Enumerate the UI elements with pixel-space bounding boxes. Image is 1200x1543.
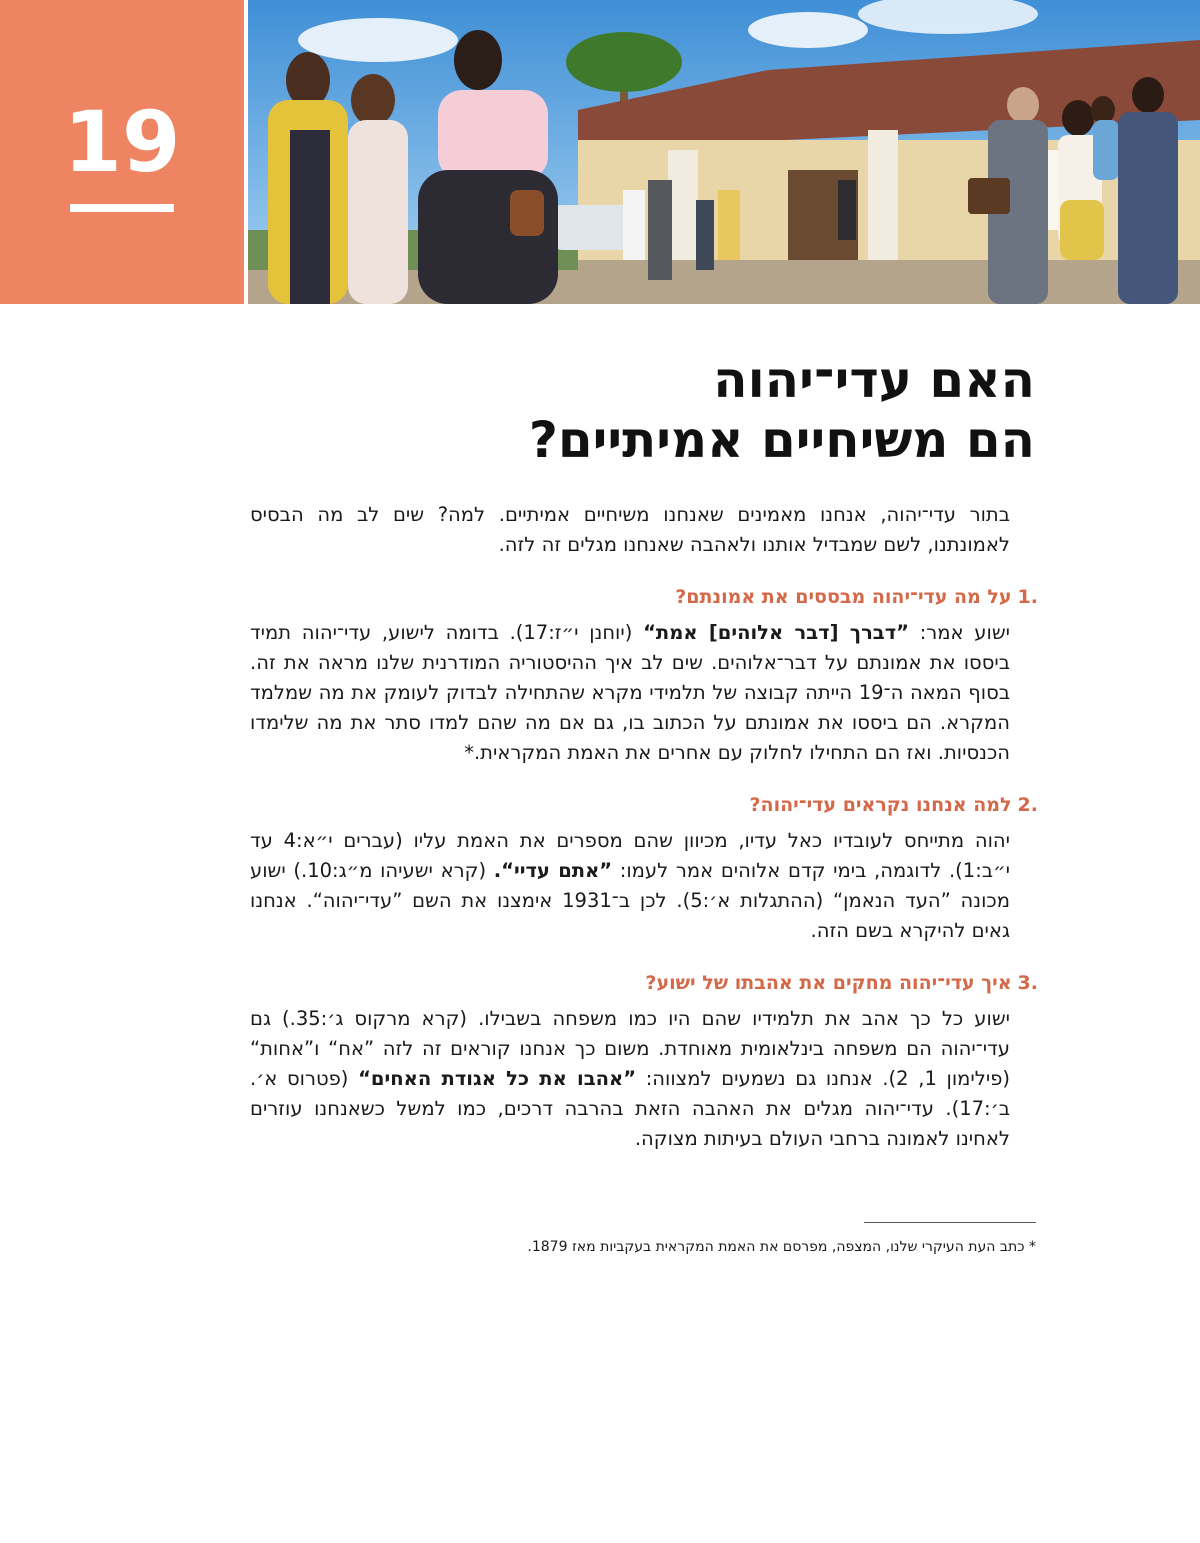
section-2-text-a: יהוה מתייחס לעובדיו כאל עדיו, מכיוון שהם מספרים את האמת עליו (עברים י״א:4 עד י״ב:1). לדוגמה, בימי קדם אלוהים אמר לעמו: [250,829,1010,882]
section-3-number: 3. [1017,972,1038,994]
photo-illustration [248,0,1200,304]
section-2-paragraph [250,826,1010,946]
header-photo [248,0,1200,304]
section-3-paragraph [250,1004,1010,1154]
lesson-number: 19 [63,93,181,191]
lesson-number-box [0,0,244,304]
section-1-text-a: ישוע אמר: [908,621,1010,644]
section-3-text-c: (פטרוס א׳. ב׳:17). עדי־יהוה מגלים את האהבה הזאת בהרבה דרכים, כמו למשל כשאנחנו עוזרים לאחינו לאמונה ברחבי העולם בעיתות מצוקה. [250,1067,1010,1150]
section-1-question: על מה עדי־יהוה מבססים את אמונתם? [675,586,1012,608]
article-body [250,500,1038,1154]
section-1-paragraph [250,618,1010,768]
section-3 [250,968,1038,1154]
section-2-heading [250,790,1038,820]
section-2-number: 2. [1017,794,1038,816]
section-2 [250,790,1038,946]
page-title-line2: הם משיחיים אמיתיים? [528,411,1035,469]
section-1-heading [250,582,1038,612]
section-1-text-c: (יוחנן י״ז:17). בדומה לישוע, עדי־יהוה תמיד ביססו את אמונתם על דבר־אלוהים. שים לב איך ההיסטוריה המודרנית שלנו מראה את זה. בסוף המאה ה־19 הייתה קבוצה של תלמידי מקרא שהתחילה לבדוק לעומק את מה שמלמד המקרא. הם ביססו את אמונתם על הכתוב בו, גם אם מה שהם למדו סתר את מה שלימדו הכנסיות. ואז הם התחילו לחלוק עם אחרים את האמת המקראית.* [250,621,1011,764]
section-1-quote: ”דברך [דבר אלוהים] אמת“ [643,621,909,644]
section-2-quote: ”אתם עדיי“. [493,859,613,882]
intro-paragraph: בתור עדי־יהוה, אנחנו מאמינים שאנחנו משיחיים אמיתיים. למה? שים לב מה הבסיס לאמונתנו, לשם שמבדיל אותנו ולאהבה שאנחנו מגלים זה לזה. [250,503,1010,556]
footnote: * כתב העת העיקרי שלנו, המצפה, מפרסם את האמת המקראית בעקביות מאז 1879. [527,1239,1036,1255]
section-1-number: 1. [1017,586,1038,608]
page-title [235,350,1035,470]
section-3-quote: ”אהבו את כל אגודת האחים“ [358,1067,637,1090]
section-2-text-c: (קרא ישעיהו מ״ג:10.) ישוע מכונה ”העד הנאמן“ (ההתגלות א׳:5). לכן ב־1931 אימצנו את השם ”עדי־יהוה“. אנחנו גאים להיקרא בשם הזה. [250,859,1010,942]
section-2-question: למה אנחנו נקראים עדי־יהוה? [749,794,1012,816]
section-3-heading [250,968,1038,998]
section-3-text-a: ישוע כל כך אהב את תלמידיו שהם היו כמו משפחה בשבילו. (קרא מרקוס ג׳:35.) גם עדי־יהוה הם משפחה בינלאומית מאוחדת. משום כך אנחנו קוראים זה לזה ”אח“ ו”אחות“ (פילימון 1, 2). אנחנו גם נשמעים למצווה: [250,1007,1010,1090]
section-1 [250,582,1038,768]
section-3-question: איך עדי־יהוה מחקים את אהבתו של ישוע? [645,972,1012,994]
page-title-line1: האם עדי־יהוה [713,351,1035,409]
footnote-divider [864,1222,1036,1223]
lesson-number-underline [70,204,174,212]
